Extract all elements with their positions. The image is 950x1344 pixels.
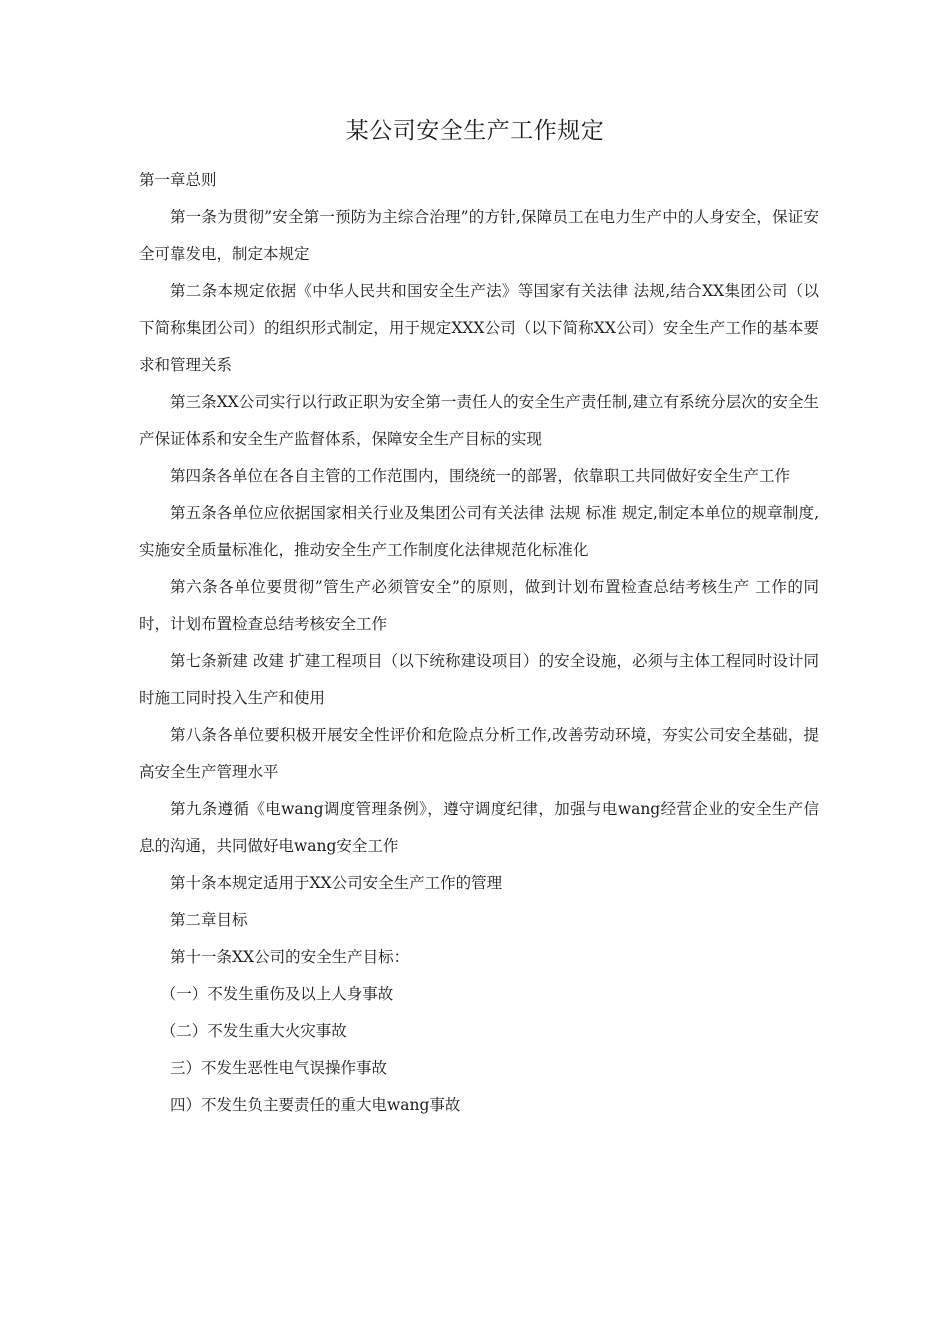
list-item: 三）不发生恶性电气误操作事故 [170,1059,388,1077]
article-paragraph: 第二条本规定依据《中华人民共和国安全生产法》等国家有关法律 法规,结合XX集团公司（以下简称集团公司）的组织形式制定，用于规定XXX公司（以下简称XX公司）安全生产工作的基本要求和管理关系 [139,282,819,374]
article-paragraph: 第十条本规定适用于XX公司安全生产工作的管理 [170,874,503,892]
list-item: （二）不发生重大火灾事故 [160,1022,347,1040]
article-paragraph: 第六条各单位要贯彻”管生产必须管安全”的原则，做到计划布置检查总结考核生产 工作的同时，计划布置检查总结考核安全工作 [139,578,819,633]
list-item: （一）不发生重伤及以上人身事故 [160,985,394,1003]
article-paragraph: 第三条XX公司实行以行政正职为安全第一责任人的安全生产责任制,建立有系统分层次的安全生产保证体系和安全生产监督体系，保障安全生产目标的实现 [139,393,819,448]
list-item: 四）不发生负主要责任的重大电wang事故 [170,1096,461,1114]
article-paragraph: 第四条各单位在各自主管的工作范围内，围绕统一的部署，依靠职工共同做好安全生产工作 [170,467,791,485]
chapter-heading: 第二章目标 [170,911,248,929]
chapter-heading: 第一章总则 [139,171,217,189]
article-paragraph: 第十一条XX公司的安全生产目标： [170,948,410,966]
document-title: 某公司安全生产工作规定 [345,118,605,144]
article-paragraph: 第五条各单位应依据国家相关行业及集团公司有关法律 法规 标准 规定,制定本单位的规章制度,实施安全质量标准化，推动安全生产工作制度化法律规范化标准化 [139,504,819,559]
article-paragraph: 第一条为贯彻”安全第一预防为主综合治理”的方针,保障员工在电力生产中的人身安全，保证安全可靠发电，制定本规定 [139,208,819,263]
article-paragraph: 第七条新建 改建 扩建工程项目（以下统称建设项目）的安全设施，必须与主体工程同时设计同时施工同时投入生产和使用 [139,652,819,707]
article-paragraph: 第九条遵循《电wang调度管理条例》，遵守调度纪律，加强与电wang经营企业的安全生产信息的沟通，共同做好电wang安全工作 [139,800,819,855]
article-paragraph: 第八条各单位要积极开展安全性评价和危险点分析工作,改善劳动环境，夯实公司安全基础，提高安全生产管理水平 [139,726,819,781]
document-body [139,162,819,1124]
